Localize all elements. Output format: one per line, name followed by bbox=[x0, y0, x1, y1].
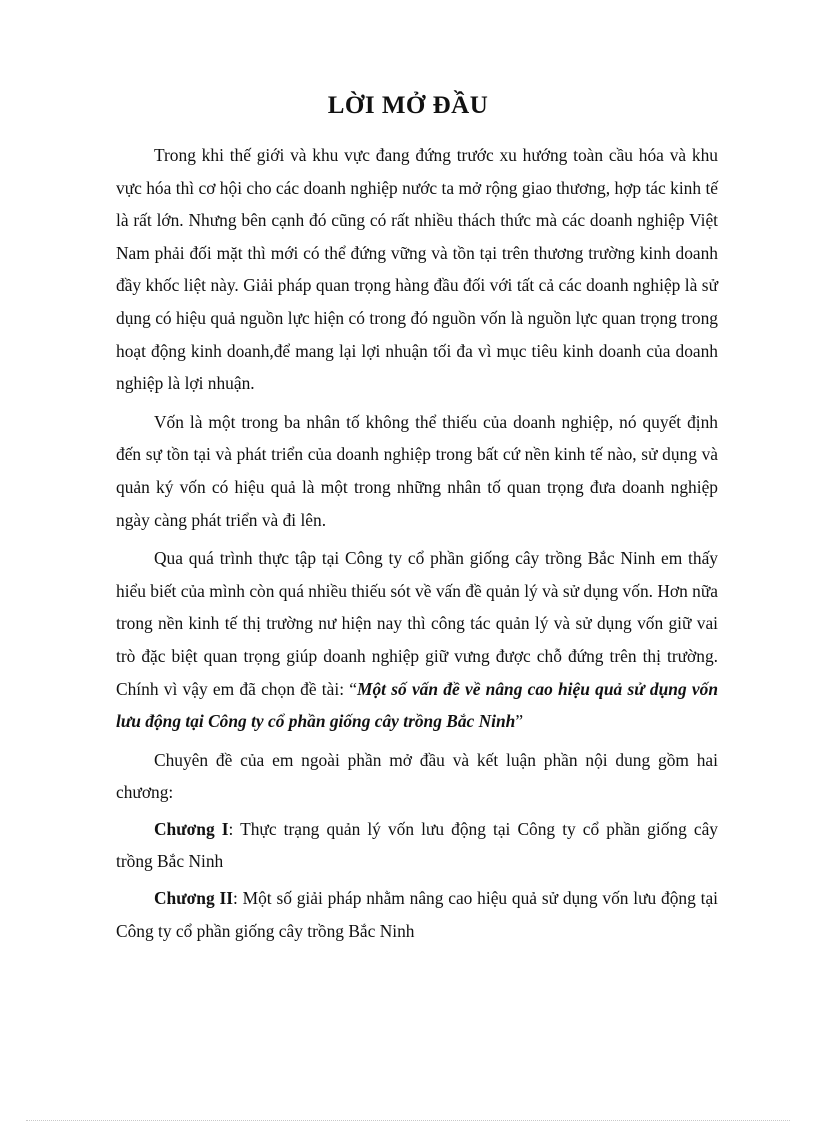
chapter-item bbox=[116, 813, 718, 878]
chapter-item bbox=[116, 882, 718, 947]
topic-title: Một số vấn đề về nâng cao hiệu quả sử dụng vốn lưu động tại Công ty cổ phần giống cây trồng Bắc Ninh bbox=[116, 678, 718, 732]
page-title-text: LỜI MỞ ĐẦU bbox=[327, 92, 489, 119]
document-body bbox=[116, 139, 718, 951]
chapter-text: : Một số giải pháp nhằm nâng cao hiệu quả sử dụng vốn lưu động tại Công ty cổ phần giống cây trồng Bắc Ninh bbox=[116, 888, 719, 941]
paragraph-topic-lead: Qua quá trình thực tập tại Công ty cổ phần giống cây trồng Bắc Ninh em thấy hiểu biết của mình còn quá nhiều thiếu sót về vấn đề quản lý và sử dụng vốn. Hơn nữa trong nền kinh tế thị trường nư hiện nay thì công tác quản lý và sử dụng vốn giữ vai trò đặc biệt quan trọng giúp doanh nghiệp giữ vưng được chỗ đứng trên thị trường. Chính vì vậy em đã chọn đề tài: “ bbox=[116, 548, 718, 699]
paragraph-intro: Trong khi thế giới và khu vực đang đứng trước xu hướng toàn cầu hóa và khu vực hóa thì cơ hội cho các doanh nghiệp nước ta mở rộng giao thương, hợp tác kinh tế là rất lớn. Nhưng bên cạnh đó cũng có rất nhiều thách thức mà các doanh nghiệp Việt Nam phải đối mặt thì mới có thể đứng vững và tồn tại trên thương trường kinh doanh đầy khốc liệt này. Giải pháp quan trọng hàng đầu đối với tất cả các doanh nghiệp là sử dụng có hiệu quả nguồn lực hiện có trong đó nguồn vốn là nguồn lực quan trọng trong hoạt động kinh doanh,để mang lại lợi nhuận tối đa vì mục tiêu kinh doanh của doanh nghiệp là lợi nhuận. bbox=[116, 145, 718, 394]
paragraph-capital: Vốn là một trong ba nhân tố không thể thiếu của doanh nghiệp, nó quyết định đến sự tồn tại và phát triển của doanh nghiệp trong bất cứ nền kinh tế nào, sử dụng và quản ký vốn có hiệu quả là một trong những nhân tố quan trọng đưa doanh nghiệp ngày càng phát triển và đi lên. bbox=[116, 411, 718, 530]
page-bottom-divider bbox=[26, 1120, 790, 1121]
chapter-label: Chương I bbox=[154, 818, 229, 839]
page-title bbox=[0, 92, 816, 120]
chapter-text: : Thực trạng quản lý vốn lưu động tại Công ty cổ phần giống cây trồng Bắc Ninh bbox=[116, 818, 718, 872]
chapter-label: Chương II bbox=[154, 888, 234, 909]
paragraph-topic-tail: ” bbox=[515, 711, 524, 732]
paragraph-topic bbox=[116, 542, 718, 738]
paragraph-structure: Chuyên đề của em ngoài phần mở đầu và kết luận phần nội dung gồm hai chương: bbox=[116, 749, 718, 803]
